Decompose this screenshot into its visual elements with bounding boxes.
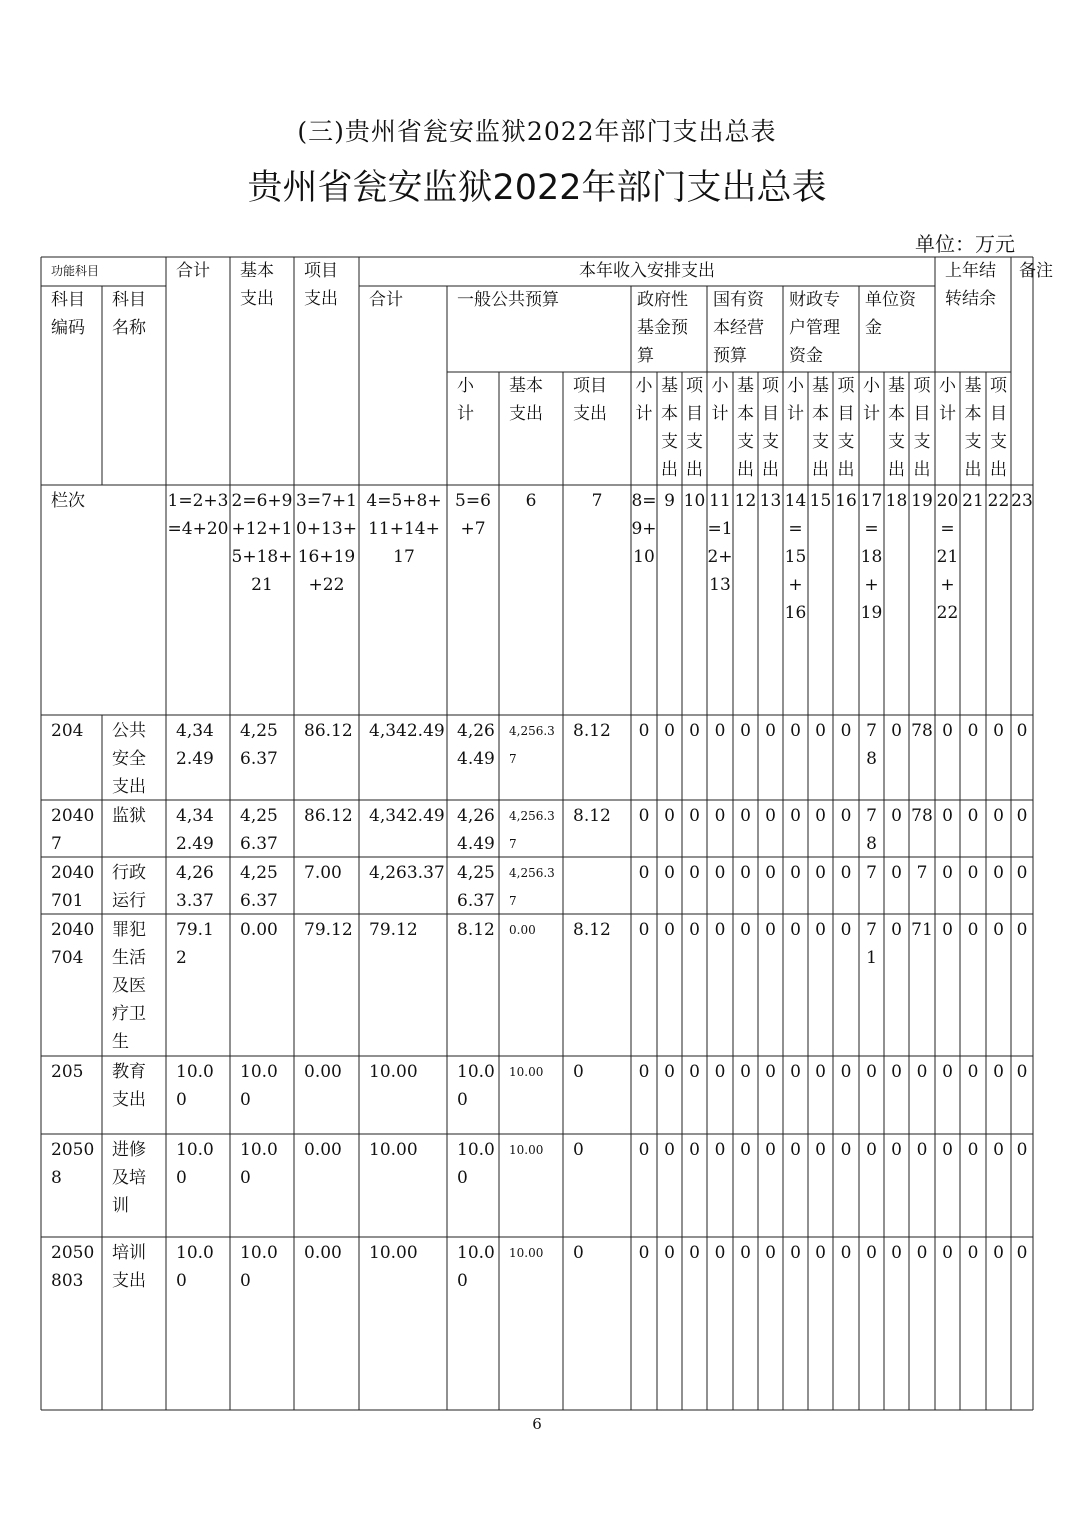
row-total: 10.00: [176, 1062, 214, 1110]
header-this-year: 本年收入安排支出: [579, 261, 715, 281]
colnum-20: 20=21+22: [936, 491, 959, 623]
colnum-6: 6: [525, 491, 537, 511]
row-zero-cell: 0: [740, 1062, 751, 1082]
header-state-capital: 国有资本经营预算: [713, 290, 764, 366]
narrow-header-sub-short: 小计: [635, 376, 653, 424]
row-zero-cell: 0: [790, 806, 801, 826]
row-zero-cell: 0: [740, 920, 751, 940]
row-unit-funds-cell: 0: [891, 863, 902, 883]
row-code: 2040704: [51, 920, 95, 968]
row-zero-cell: 0: [790, 863, 801, 883]
row-carryover-cell: 0: [967, 721, 979, 741]
row-name: 行政运行: [112, 863, 146, 911]
colnum-8: 8=9+10: [631, 491, 657, 567]
row-general-subtotal: 4,256.37: [457, 863, 495, 911]
row-carryover-cell: 0: [993, 806, 1004, 826]
row-general-subtotal: 10.00: [457, 1140, 495, 1188]
row-carryover-cell: 0: [1016, 721, 1028, 741]
row-unit-funds-cell: 0: [916, 1062, 928, 1082]
row-carryover-cell: 0: [942, 1062, 953, 1082]
row-zero-cell: 0: [638, 863, 650, 883]
row-carryover-cell: 0: [993, 1140, 1004, 1160]
colnum-10: 10: [683, 491, 706, 511]
narrow-header-sub-short: 小计: [787, 376, 804, 424]
colnum-11: 11=12+13: [707, 491, 733, 595]
row-unit-funds-cell: 0: [891, 806, 902, 826]
colnum-16: 16: [835, 491, 857, 511]
header-basic-exp: 基本支出: [509, 376, 543, 424]
row-total: 4,342.49: [176, 721, 214, 769]
row-carryover-cell: 0: [942, 920, 953, 940]
row-zero-cell: 0: [689, 1062, 700, 1082]
header-code: 科目编码: [51, 290, 85, 338]
row-zero-cell: 0: [765, 721, 776, 741]
row-zero-cell: 0: [664, 863, 675, 883]
row-code: 20508: [51, 1140, 95, 1188]
row-unit-funds-cell: 78: [911, 806, 933, 826]
row-project: 0.00: [304, 1062, 342, 1082]
header-subtotal: 小计: [457, 376, 474, 424]
row-general-subtotal: 10.00: [457, 1243, 495, 1291]
row-zero-cell: 0: [714, 1062, 726, 1082]
row-sum: 4,263.37: [369, 863, 445, 883]
narrow-header-basic-short: 基本支出: [964, 376, 982, 480]
row-name: 进修及培训: [112, 1140, 146, 1216]
row-general-subtotal: 8.12: [457, 920, 495, 940]
row-zero-cell: 0: [840, 806, 852, 826]
colnum-2: 2=6+9+12+15+18+21: [231, 491, 293, 595]
row-zero-cell: 0: [840, 721, 852, 741]
row-zero-cell: 0: [638, 806, 650, 826]
row-zero-cell: 0: [664, 920, 675, 940]
row-total: 79.12: [176, 920, 214, 968]
narrow-header-basic-short: 基本支出: [888, 376, 905, 480]
row-label-column-numbers: 栏次: [51, 491, 85, 511]
row-zero-cell: 0: [790, 721, 801, 741]
row-zero-cell: 0: [664, 721, 675, 741]
row-general-project: 8.12: [573, 806, 611, 826]
row-zero-cell: 0: [790, 1062, 801, 1082]
header-gov-fund: 政府性基金预算: [637, 290, 688, 366]
narrow-header-project-short: 项目支出: [686, 376, 703, 480]
header-unit-funds: 单位资金: [865, 290, 916, 338]
row-carryover-cell: 0: [993, 1243, 1004, 1263]
row-unit-funds-cell: 78: [911, 721, 933, 741]
header-basic: 基本支出: [240, 261, 274, 309]
colnum-7: 7: [591, 491, 603, 511]
row-code: 20407: [51, 806, 95, 854]
row-basic: 10.00: [240, 1243, 278, 1291]
row-unit-funds-cell: 0: [916, 1243, 928, 1263]
row-unit-funds-cell: 0: [891, 1243, 902, 1263]
row-zero-cell: 0: [638, 721, 650, 741]
document-subtitle: (三)贵州省瓮安监狱2022年部门支出总表: [297, 117, 777, 146]
header-total: 合计: [176, 261, 210, 281]
row-carryover-cell: 0: [967, 920, 979, 940]
header-general-budget: 一般公共预算: [457, 290, 559, 310]
colnum-15: 15: [809, 491, 832, 511]
row-carryover-cell: 0: [967, 806, 979, 826]
colnum-21: 21: [962, 491, 984, 511]
colnum-12: 12: [734, 491, 757, 511]
row-zero-cell: 0: [689, 1243, 700, 1263]
row-zero-cell: 0: [790, 920, 801, 940]
row-unit-funds-cell: 0: [866, 1243, 877, 1263]
row-zero-cell: 0: [815, 1243, 826, 1263]
row-general-basic: 0.00: [509, 923, 536, 937]
row-zero-cell: 0: [714, 721, 726, 741]
row-unit-funds-cell: 71: [866, 920, 877, 968]
header-project: 项目支出: [304, 261, 338, 309]
row-zero-cell: 0: [840, 1062, 852, 1082]
row-zero-cell: 0: [714, 806, 726, 826]
colnum-14: 14=15+16: [784, 491, 807, 623]
header-fiscal-account: 财政专户管理资金: [789, 290, 840, 366]
row-zero-cell: 0: [714, 1140, 726, 1160]
row-name: 罪犯生活及医疗卫生: [112, 920, 146, 1052]
row-general-basic: 4,256.37: [509, 724, 555, 766]
row-unit-funds-cell: 0: [891, 1062, 902, 1082]
header-project-exp: 项目支出: [573, 376, 607, 424]
row-sum: 79.12: [369, 920, 418, 940]
row-name: 监狱: [112, 806, 146, 826]
row-zero-cell: 0: [689, 806, 700, 826]
row-general-basic: 4,256.37: [509, 809, 555, 851]
row-unit-funds-cell: 0: [891, 1140, 902, 1160]
row-unit-funds-cell: 7: [866, 863, 877, 883]
header-remark: 备注: [1019, 261, 1053, 281]
row-zero-cell: 0: [664, 806, 675, 826]
row-zero-cell: 0: [638, 1140, 650, 1160]
row-code: 2040701: [51, 863, 95, 911]
row-carryover-cell: 0: [1016, 1243, 1028, 1263]
row-zero-cell: 0: [714, 863, 726, 883]
row-zero-cell: 0: [840, 920, 852, 940]
row-total: 4,342.49: [176, 806, 214, 854]
row-unit-funds-cell: 71: [911, 920, 933, 940]
row-general-subtotal: 4,264.49: [457, 721, 495, 769]
narrow-header-project-short: 项目支出: [837, 376, 855, 480]
document-title: 贵州省瓮安监狱2022年部门支出总表: [247, 168, 827, 208]
row-carryover-cell: 0: [967, 1140, 979, 1160]
row-carryover-cell: 0: [967, 863, 979, 883]
row-zero-cell: 0: [689, 721, 700, 741]
row-zero-cell: 0: [815, 1062, 826, 1082]
row-zero-cell: 0: [840, 1243, 852, 1263]
row-zero-cell: 0: [815, 721, 826, 741]
row-carryover-cell: 0: [942, 1243, 953, 1263]
row-carryover-cell: 0: [1016, 1062, 1028, 1082]
narrow-header-sub-short: 小计: [711, 376, 729, 424]
row-carryover-cell: 0: [967, 1062, 979, 1082]
row-zero-cell: 0: [765, 863, 776, 883]
row-sum: 10.00: [369, 1243, 418, 1263]
row-sum: 4,342.49: [369, 806, 445, 826]
row-carryover-cell: 0: [1016, 806, 1028, 826]
row-zero-cell: 0: [815, 1140, 826, 1160]
row-zero-cell: 0: [790, 1243, 801, 1263]
row-carryover-cell: 0: [942, 806, 953, 826]
row-project: 86.12: [304, 721, 353, 741]
row-carryover-cell: 0: [942, 863, 953, 883]
row-zero-cell: 0: [790, 1140, 801, 1160]
narrow-header-basic-short: 基本支出: [812, 376, 829, 480]
row-general-project: 0: [573, 1062, 584, 1082]
row-carryover-cell: 0: [942, 721, 953, 741]
narrow-header-sub-short: 小计: [939, 376, 956, 424]
row-zero-cell: 0: [740, 721, 751, 741]
row-code: 2050803: [51, 1243, 95, 1291]
colnum-5: 5=6+7: [455, 491, 491, 539]
row-unit-funds-cell: 7: [916, 863, 928, 883]
row-total: 10.00: [176, 1140, 214, 1188]
colnum-23: 23: [1011, 491, 1033, 511]
row-zero-cell: 0: [765, 920, 776, 940]
row-basic: 4,256.37: [240, 721, 278, 769]
row-general-basic: 10.00: [509, 1246, 544, 1260]
row-unit-funds-cell: 0: [866, 1062, 877, 1082]
row-zero-cell: 0: [840, 863, 852, 883]
row-zero-cell: 0: [815, 920, 826, 940]
row-zero-cell: 0: [689, 920, 700, 940]
header-sum: 合计: [369, 290, 403, 310]
row-total: 4,263.37: [176, 863, 214, 911]
row-name: 教育支出: [112, 1062, 146, 1110]
row-project: 86.12: [304, 806, 353, 826]
row-carryover-cell: 0: [967, 1243, 979, 1263]
row-zero-cell: 0: [765, 1243, 776, 1263]
row-zero-cell: 0: [638, 1243, 650, 1263]
row-total: 10.00: [176, 1243, 214, 1291]
row-zero-cell: 0: [840, 1140, 852, 1160]
row-code: 204: [51, 721, 84, 741]
colnum-4: 4=5+8+11+14+17: [366, 491, 442, 567]
row-basic: 10.00: [240, 1140, 278, 1188]
colnum-3: 3=7+10+13+16+19+22: [296, 491, 357, 595]
row-general-basic: 10.00: [509, 1065, 544, 1079]
row-code: 205: [51, 1062, 84, 1082]
colnum-17: 17=18+19: [860, 491, 883, 623]
row-zero-cell: 0: [815, 806, 826, 826]
row-zero-cell: 0: [689, 1140, 700, 1160]
row-carryover-cell: 0: [993, 721, 1004, 741]
row-unit-funds-cell: 0: [891, 721, 902, 741]
row-zero-cell: 0: [638, 920, 650, 940]
row-zero-cell: 0: [689, 863, 700, 883]
narrow-header-project-short: 项目支出: [762, 376, 779, 480]
colnum-19: 19: [911, 491, 933, 511]
row-zero-cell: 0: [765, 806, 776, 826]
row-zero-cell: 0: [638, 1062, 650, 1082]
narrow-header-sub-short: 小计: [863, 376, 880, 424]
row-carryover-cell: 0: [1016, 863, 1028, 883]
row-general-basic: 10.00: [509, 1143, 544, 1157]
row-general-project: 0: [573, 1140, 584, 1160]
row-name: 公共安全支出: [112, 721, 146, 797]
row-general-project: 8.12: [573, 721, 611, 741]
row-general-subtotal: 10.00: [457, 1062, 495, 1110]
row-zero-cell: 0: [765, 1062, 776, 1082]
row-unit-funds-cell: 78: [866, 806, 877, 854]
row-unit-funds-cell: 78: [866, 721, 877, 769]
row-carryover-cell: 0: [942, 1140, 953, 1160]
row-zero-cell: 0: [714, 1243, 726, 1263]
row-unit-funds-cell: 0: [891, 920, 902, 940]
row-carryover-cell: 0: [993, 920, 1004, 940]
header-carryover: 上年结转结余: [945, 261, 996, 309]
row-zero-cell: 0: [664, 1243, 675, 1263]
row-name: 培训支出: [112, 1243, 146, 1291]
row-carryover-cell: 0: [993, 863, 1004, 883]
row-general-project: 8.12: [573, 920, 611, 940]
colnum-18: 18: [885, 491, 908, 511]
colnum-22: 22: [987, 491, 1010, 511]
row-sum: 10.00: [369, 1140, 418, 1160]
row-basic: 4,256.37: [240, 806, 278, 854]
row-carryover-cell: 0: [993, 1062, 1004, 1082]
row-project: 0.00: [304, 1243, 342, 1263]
row-basic: 4,256.37: [240, 863, 278, 911]
row-zero-cell: 0: [765, 1140, 776, 1160]
row-zero-cell: 0: [740, 1243, 751, 1263]
colnum-1: 1=2+3=4+20: [167, 491, 229, 539]
row-unit-funds-cell: 0: [866, 1140, 877, 1160]
row-general-project: 0: [573, 1243, 584, 1263]
narrow-header-project-short: 项目支出: [990, 376, 1007, 480]
row-zero-cell: 0: [740, 863, 751, 883]
colnum-9: 9: [664, 491, 675, 511]
header-name: 科目名称: [112, 290, 146, 338]
row-sum: 10.00: [369, 1062, 418, 1082]
narrow-header-basic-short: 基本支出: [737, 376, 754, 480]
row-zero-cell: 0: [664, 1140, 675, 1160]
row-carryover-cell: 0: [1016, 920, 1028, 940]
row-project: 7.00: [304, 863, 342, 883]
row-zero-cell: 0: [815, 863, 826, 883]
row-zero-cell: 0: [740, 1140, 751, 1160]
row-sum: 4,342.49: [369, 721, 445, 741]
row-zero-cell: 0: [740, 806, 751, 826]
row-project: 79.12: [304, 920, 353, 940]
narrow-header-basic-short: 基本支出: [661, 376, 678, 480]
row-unit-funds-cell: 0: [916, 1140, 928, 1160]
colnum-13: 13: [759, 491, 782, 511]
row-project: 0.00: [304, 1140, 342, 1160]
row-zero-cell: 0: [664, 1062, 675, 1082]
row-zero-cell: 0: [714, 920, 726, 940]
row-general-subtotal: 4,264.49: [457, 806, 495, 854]
header-func-subject: 功能科目: [51, 264, 100, 278]
page-number: 6: [532, 1415, 542, 1433]
row-general-basic: 4,256.37: [509, 866, 555, 908]
row-carryover-cell: 0: [1016, 1140, 1028, 1160]
narrow-header-project-short: 项目支出: [913, 376, 931, 480]
unit-label: 单位：万元: [915, 232, 1015, 256]
row-basic: 0.00: [240, 920, 278, 940]
row-basic: 10.00: [240, 1062, 278, 1110]
